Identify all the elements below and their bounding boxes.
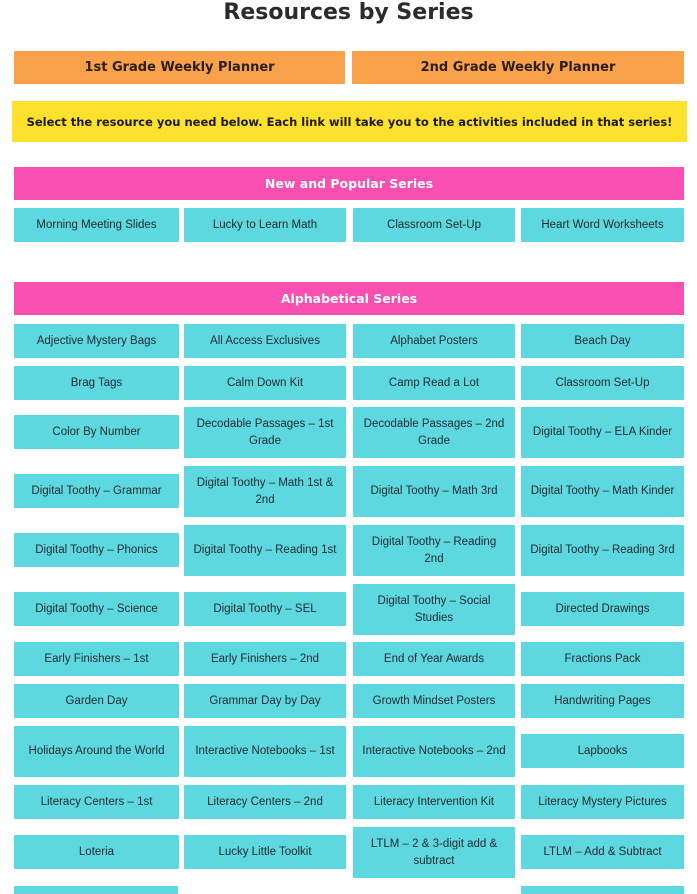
series-link-interactive-notebooks-2nd[interactable]: Interactive Notebooks – 2nd (353, 726, 515, 777)
series-link-early-finishers-1st[interactable]: Early Finishers – 1st (14, 642, 179, 676)
series-link-literacy-mystery-pictures[interactable]: Literacy Mystery Pictures (521, 785, 684, 819)
series-link-decodable-passages-2nd-grade[interactable]: Decodable Passages – 2nd Grade (353, 407, 515, 458)
series-link-alphabet-posters[interactable]: Alphabet Posters (353, 324, 515, 358)
series-link-lucky-little-toolkit[interactable]: Lucky Little Toolkit (184, 835, 346, 869)
series-link-grammar-day-by-day[interactable]: Grammar Day by Day (184, 684, 346, 718)
instructions-banner: Select the resource you need below. Each link will take you to the activities included in that series! (12, 101, 687, 142)
series-link-handwriting-pages[interactable]: Handwriting Pages (521, 684, 684, 718)
series-link-digital-toothy-reading-1st[interactable]: Digital Toothy – Reading 1st (184, 525, 346, 576)
series-link-tile-cropped[interactable] (14, 886, 178, 894)
series-link-digital-toothy-reading-3rd[interactable]: Digital Toothy – Reading 3rd (521, 525, 684, 576)
series-link-digital-toothy-grammar[interactable]: Digital Toothy – Grammar (14, 474, 179, 508)
series-link-decodable-passages-1st-grade[interactable]: Decodable Passages – 1st Grade (184, 407, 346, 458)
series-link-interactive-notebooks-1st[interactable]: Interactive Notebooks – 1st (184, 726, 346, 777)
series-link-holidays-around-the-world[interactable]: Holidays Around the World (14, 726, 179, 777)
series-link-all-access-exclusives[interactable]: All Access Exclusives (184, 324, 346, 358)
series-link-classroom-set-up[interactable]: Classroom Set-Up (521, 366, 684, 400)
series-link-digital-toothy-sel[interactable]: Digital Toothy – SEL (184, 592, 346, 626)
series-link-fractions-pack[interactable]: Fractions Pack (521, 642, 684, 676)
section-header-alphabetical: Alphabetical Series (14, 282, 684, 315)
series-link-directed-drawings[interactable]: Directed Drawings (521, 592, 684, 626)
series-link-digital-toothy-phonics[interactable]: Digital Toothy – Phonics (14, 533, 179, 567)
series-link-ltlm-2-3-digit-add-subtract[interactable]: LTLM – 2 & 3-digit add & subtract (353, 827, 515, 878)
series-link-tile-cropped[interactable] (521, 886, 684, 894)
series-link-end-of-year-awards[interactable]: End of Year Awards (353, 642, 515, 676)
series-link-loteria[interactable]: Loteria (14, 835, 179, 869)
series-link-early-finishers-2nd[interactable]: Early Finishers – 2nd (184, 642, 346, 676)
series-link-digital-toothy-math-kinder[interactable]: Digital Toothy – Math Kinder (521, 466, 684, 517)
planner-button-2nd-grade[interactable]: 2nd Grade Weekly Planner (352, 51, 684, 84)
series-link-growth-mindset-posters[interactable]: Growth Mindset Posters (353, 684, 515, 718)
series-link-color-by-number[interactable]: Color By Number (14, 415, 179, 449)
series-link-lapbooks[interactable]: Lapbooks (521, 734, 684, 768)
series-link-literacy-centers-2nd[interactable]: Literacy Centers – 2nd (184, 785, 346, 819)
planner-button-1st-grade[interactable]: 1st Grade Weekly Planner (14, 51, 345, 84)
series-link-literacy-intervention-kit[interactable]: Literacy Intervention Kit (353, 785, 515, 819)
series-link-digital-toothy-reading-2nd[interactable]: Digital Toothy – Reading 2nd (353, 525, 515, 576)
series-link-literacy-centers-1st[interactable]: Literacy Centers – 1st (14, 785, 179, 819)
series-link-camp-read-a-lot[interactable]: Camp Read a Lot (353, 366, 515, 400)
series-link-calm-down-kit[interactable]: Calm Down Kit (184, 366, 346, 400)
series-link-adjective-mystery-bags[interactable]: Adjective Mystery Bags (14, 324, 179, 358)
series-link-digital-toothy-science[interactable]: Digital Toothy – Science (14, 592, 179, 626)
series-link-lucky-to-learn-math[interactable]: Lucky to Learn Math (184, 208, 346, 242)
series-link-digital-toothy-math-3rd[interactable]: Digital Toothy – Math 3rd (353, 466, 515, 517)
series-link-brag-tags[interactable]: Brag Tags (14, 366, 179, 400)
series-link-digital-toothy-ela-kinder[interactable]: Digital Toothy – ELA Kinder (521, 407, 684, 458)
series-link-digital-toothy-math-1st-2nd[interactable]: Digital Toothy – Math 1st & 2nd (184, 466, 346, 517)
series-link-classroom-set-up[interactable]: Classroom Set-Up (353, 208, 515, 242)
section-header-new-popular: New and Popular Series (14, 167, 684, 200)
series-link-morning-meeting-slides[interactable]: Morning Meeting Slides (14, 208, 179, 242)
series-link-garden-day[interactable]: Garden Day (14, 684, 179, 718)
page-title: Resources by Series (223, 0, 474, 25)
series-link-beach-day[interactable]: Beach Day (521, 324, 684, 358)
series-link-digital-toothy-social-studies[interactable]: Digital Toothy – Social Studies (353, 584, 515, 635)
series-link-heart-word-worksheets[interactable]: Heart Word Worksheets (521, 208, 684, 242)
series-link-ltlm-add-subtract[interactable]: LTLM – Add & Subtract (521, 835, 684, 869)
